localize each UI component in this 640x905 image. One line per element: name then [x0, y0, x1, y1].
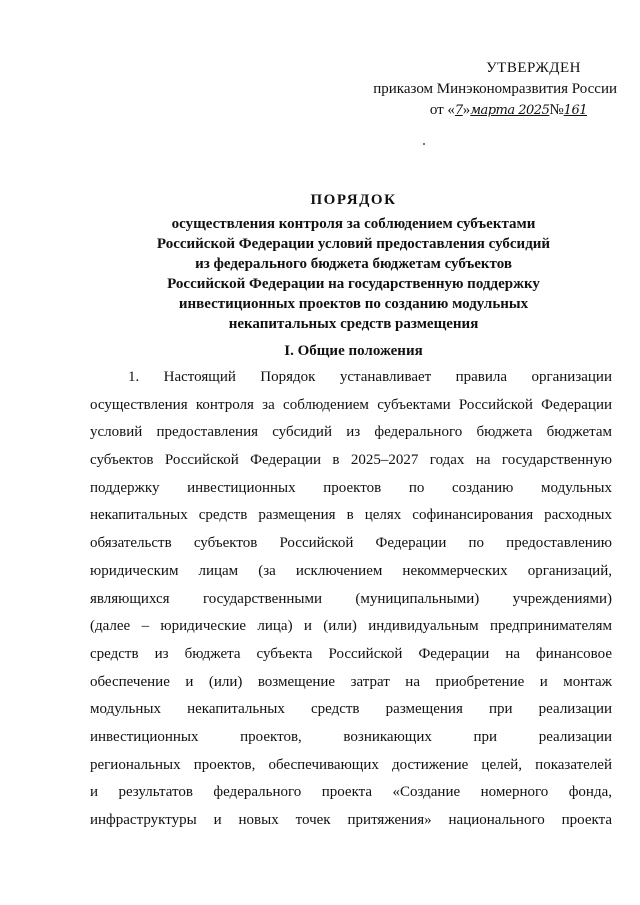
- document-heading: ПОРЯДОК: [310, 192, 397, 208]
- date-prefix: от «: [429, 102, 455, 118]
- paragraph-line: субъектов Российской Федерации в 2025–2027 годах на государственную: [90, 452, 612, 469]
- paragraph-line: и результатов федерального проекта «Создание номерного фонда,: [90, 784, 612, 801]
- paragraph-line: являющихся государственными (муниципальными) учреждениями): [90, 590, 612, 607]
- paragraph-line: инфраструктуры и новых точек притяжения» национального проекта: [90, 812, 612, 828]
- paragraph-line: (далее – юридические лица) и (или) индивидуальным предпринимателям: [90, 618, 612, 635]
- body-paragraph: [90, 364, 612, 835]
- document-subtitle-line: некапитальных средств размещения: [228, 316, 479, 332]
- paragraph-line: региональных проектов, обеспечивающих достижение целей, показателей: [90, 756, 612, 773]
- paragraph-line: условий предоставления субсидий из федерального бюджета бюджетам: [90, 424, 612, 441]
- handwritten-number: 161: [563, 103, 587, 118]
- paragraph-line: некапитальных средств размещения в целях софинансирования расходных: [90, 507, 612, 524]
- handwritten-day: 7: [454, 103, 463, 118]
- section-heading: I. Общие положения: [284, 343, 423, 359]
- number-prefix: №: [549, 102, 564, 118]
- document-subtitle-line: инвестиционных проектов по созданию модульных: [178, 296, 529, 312]
- approval-order-line: приказом Минэкономразвития России: [373, 81, 617, 97]
- paragraph-line: обеспечение и (или) возмещение затрат на приобретение и монтаж: [90, 673, 612, 690]
- approval-title: УТВЕРЖДЕН: [486, 60, 581, 76]
- paragraph-line: модульных некапитальных средств размещения при реализации: [90, 701, 612, 718]
- date-mid: »: [462, 102, 471, 118]
- document-subtitle-line: осуществления контроля за соблюдением субъектами: [171, 216, 536, 232]
- paragraph-line: поддержку инвестиционных проектов по созданию модульных: [90, 479, 612, 496]
- paragraph-line: обязательств субъектов Российской Федерации по предоставлению: [90, 535, 612, 552]
- approval-date-line: [355, 100, 617, 121]
- document-title: [90, 190, 617, 334]
- document-subtitle-line: из федерального бюджета бюджетам субъектов: [195, 256, 512, 272]
- stray-mark: [423, 143, 425, 145]
- document-subtitle-line: Российской Федерации на государственную поддержку: [167, 276, 540, 292]
- document-subtitle-line: Российской Федерации условий предоставления субсидий: [156, 236, 551, 252]
- paragraph-line: 1. Настоящий Порядок устанавливает правила организации: [128, 369, 612, 385]
- paragraph-line: средств из бюджета субъекта Российской Федерации на финансовое: [90, 645, 612, 662]
- paragraph-line: осуществления контроля за соблюдением субъектами Российской Федерации: [90, 396, 612, 413]
- paragraph-line: инвестиционных проектов, возникающих при реализации: [90, 728, 612, 745]
- handwritten-month-year: марта 2025: [470, 103, 550, 118]
- paragraph-line: юридическим лицам (за исключением некоммерческих организаций,: [90, 562, 612, 579]
- approval-stamp: [355, 58, 617, 121]
